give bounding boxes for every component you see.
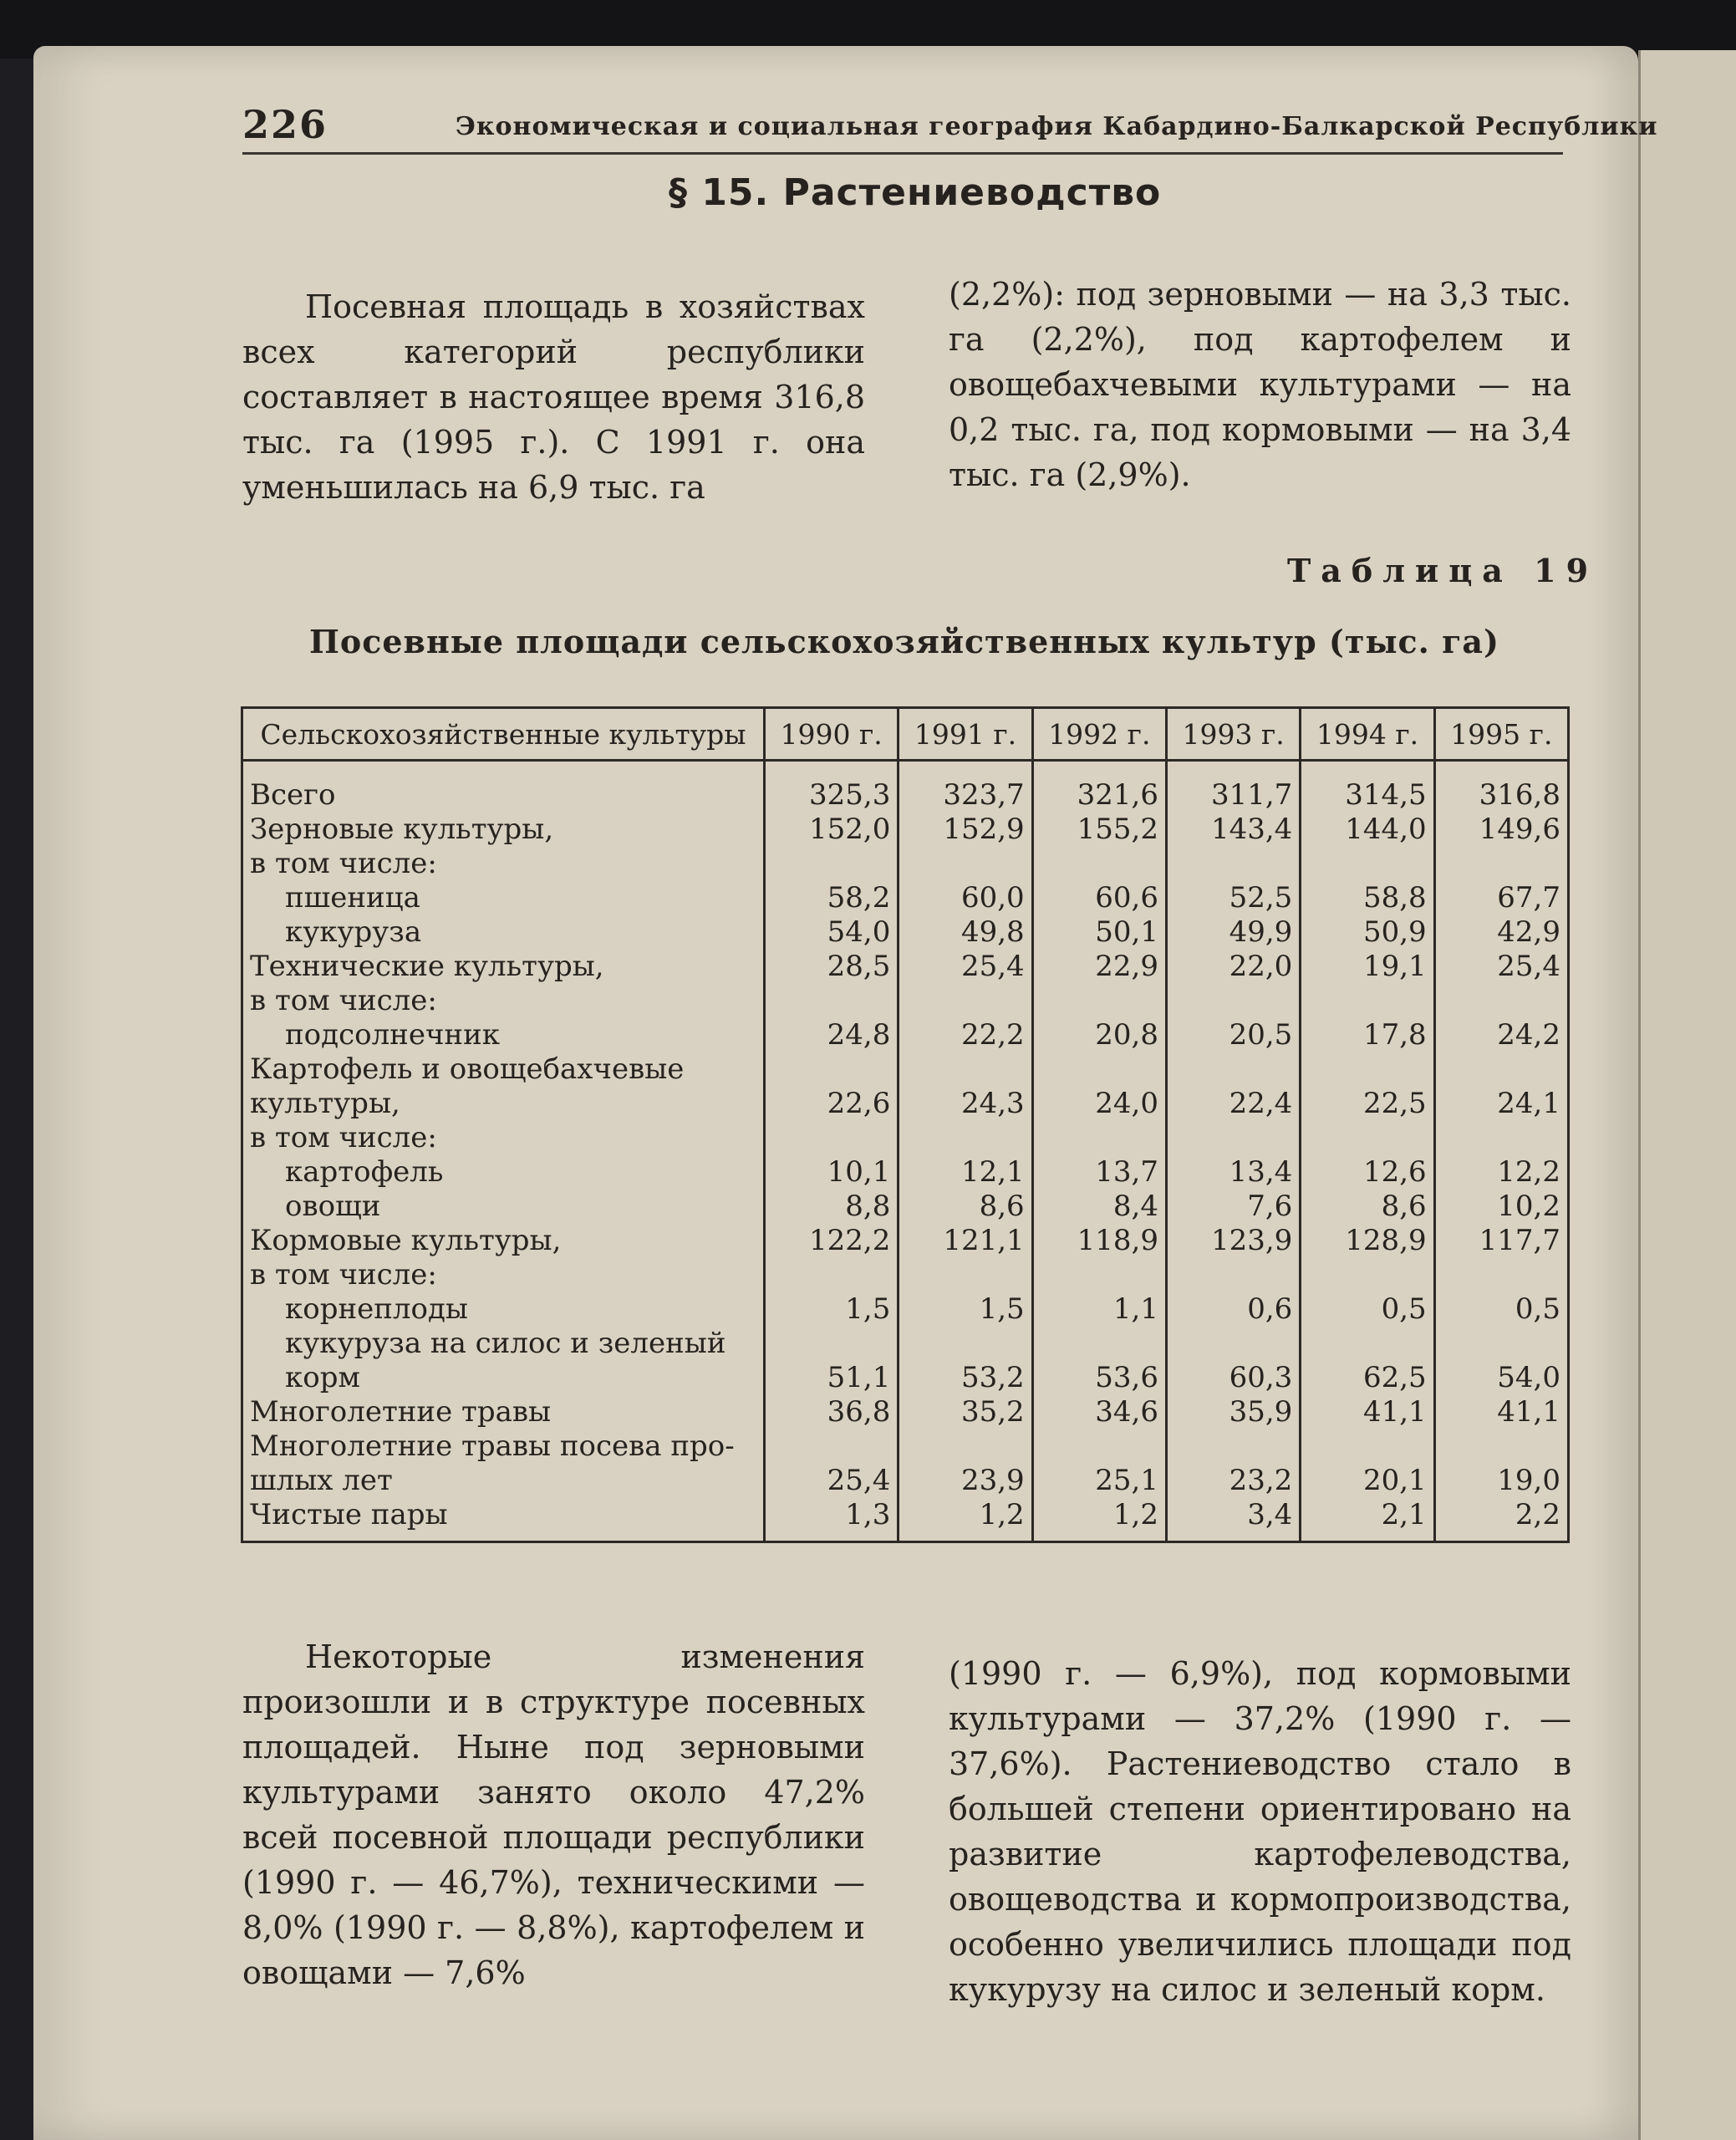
cell-value: 60,3 — [1166, 1361, 1300, 1395]
cell-value — [765, 984, 899, 1018]
table-row — [242, 915, 1569, 950]
cell-value: 54,0 — [765, 915, 899, 950]
table-row — [242, 1258, 1569, 1292]
cell-value: 149,6 — [1434, 813, 1568, 847]
cell-value — [1166, 1429, 1300, 1464]
cell-value: 24,2 — [1434, 1018, 1568, 1052]
cell-value: 53,6 — [1032, 1361, 1166, 1395]
table-number-label: Таблица 19 — [1287, 552, 1599, 589]
cell-value — [1032, 1429, 1166, 1464]
intro-left-column — [242, 284, 865, 510]
cell-value — [1434, 1052, 1568, 1087]
table-row — [242, 984, 1569, 1018]
row-label: Картофель и овощебахчевые — [242, 1052, 765, 1087]
running-title: Экономическая и социальная география Кабардино-Балкарской Республики — [456, 112, 1658, 141]
cell-value: 41,1 — [1434, 1395, 1568, 1429]
table-row — [242, 1155, 1569, 1190]
row-label: кукуруза — [242, 915, 765, 950]
page-number: 226 — [242, 102, 328, 147]
cell-value — [765, 1052, 899, 1087]
table-row — [242, 761, 1569, 813]
cell-value: 20,8 — [1032, 1018, 1166, 1052]
cell-value — [1032, 1052, 1166, 1087]
cell-value: 42,9 — [1434, 915, 1568, 950]
cell-value — [1301, 1327, 1434, 1361]
row-label: пшеница — [242, 881, 765, 915]
cell-value: 36,8 — [765, 1395, 899, 1429]
cell-value: 25,1 — [1032, 1464, 1166, 1498]
cell-value: 2,2 — [1434, 1498, 1568, 1542]
cell-value — [1301, 1052, 1434, 1087]
cell-value: 22,6 — [765, 1087, 899, 1121]
cell-value: 8,6 — [899, 1190, 1032, 1224]
cell-value — [1434, 1258, 1568, 1292]
cell-value — [899, 1429, 1032, 1464]
cell-value: 17,8 — [1301, 1018, 1434, 1052]
cell-value — [899, 1052, 1032, 1087]
row-label: кукуруза на силос и зеленый — [242, 1327, 765, 1361]
cell-value — [765, 1429, 899, 1464]
cell-value: 13,4 — [1166, 1155, 1300, 1190]
cell-value: 50,1 — [1032, 915, 1166, 950]
cell-value — [1301, 1121, 1434, 1155]
cell-value: 323,7 — [899, 761, 1032, 813]
cell-value — [899, 1258, 1032, 1292]
cell-value: 22,2 — [899, 1018, 1032, 1052]
cell-value — [899, 1327, 1032, 1361]
cell-value — [899, 984, 1032, 1018]
page-header — [242, 102, 1658, 155]
row-label: Кормовые культуры, — [242, 1224, 765, 1258]
cell-value: 314,5 — [1301, 761, 1434, 813]
table-row — [242, 1429, 1569, 1464]
cell-value — [1301, 1429, 1434, 1464]
table-row — [242, 1292, 1569, 1327]
cell-value: 62,5 — [1301, 1361, 1434, 1395]
row-label: корм — [242, 1361, 765, 1395]
column-header-1991: 1991 г. — [899, 708, 1032, 761]
cell-value: 24,0 — [1032, 1087, 1166, 1121]
row-label: корнеплоды — [242, 1292, 765, 1327]
cell-value: 8,8 — [765, 1190, 899, 1224]
row-label: подсолнечник — [242, 1018, 765, 1052]
closing-left-paragraph: Некоторые изменения произошли и в структуре посевных площадей. Ныне под зерновыми культурами занято около 47,2% всей посевной площади республики (1990 г. — 46,7%), техническими — 8,0% (1990 г. — 8,8%), картофелем и овощами — 7,6% — [242, 1638, 865, 1991]
table-row — [242, 1464, 1569, 1498]
intro-right-column — [949, 272, 1571, 497]
cell-value: 10,2 — [1434, 1190, 1568, 1224]
cell-value: 19,1 — [1301, 950, 1434, 984]
cell-value: 35,2 — [899, 1395, 1032, 1429]
cell-value: 0,6 — [1166, 1292, 1300, 1327]
cell-value: 316,8 — [1434, 761, 1568, 813]
cell-value — [1434, 1429, 1568, 1464]
column-header-1990: 1990 г. — [765, 708, 899, 761]
cell-value: 60,6 — [1032, 881, 1166, 915]
cell-value — [1434, 984, 1568, 1018]
table-row — [242, 1121, 1569, 1155]
cell-value: 1,2 — [1032, 1498, 1166, 1542]
row-label: в том числе: — [242, 1121, 765, 1155]
cell-value — [765, 847, 899, 881]
column-header-1992: 1992 г. — [1032, 708, 1166, 761]
cell-value: 34,6 — [1032, 1395, 1166, 1429]
cell-value: 118,9 — [1032, 1224, 1166, 1258]
adjacent-page-edge — [1638, 50, 1736, 2140]
cell-value: 12,6 — [1301, 1155, 1434, 1190]
row-label: в том числе: — [242, 847, 765, 881]
cell-value: 23,2 — [1166, 1464, 1300, 1498]
cell-value: 12,2 — [1434, 1155, 1568, 1190]
cell-value — [1434, 1121, 1568, 1155]
table-title: Посевные площади сельскохозяйственных культур (тыс. га) — [309, 623, 1500, 660]
table-row — [242, 847, 1569, 881]
cell-value — [765, 1327, 899, 1361]
cell-value: 143,4 — [1166, 813, 1300, 847]
cell-value: 1,2 — [899, 1498, 1032, 1542]
closing-left-column — [242, 1634, 865, 1995]
cell-value: 311,7 — [1166, 761, 1300, 813]
cell-value: 117,7 — [1434, 1224, 1568, 1258]
cell-value — [899, 847, 1032, 881]
cell-value: 51,1 — [765, 1361, 899, 1395]
table-row — [242, 881, 1569, 915]
cell-value: 8,6 — [1301, 1190, 1434, 1224]
cell-value: 128,9 — [1301, 1224, 1434, 1258]
column-header-1994: 1994 г. — [1301, 708, 1434, 761]
cell-value: 155,2 — [1032, 813, 1166, 847]
cell-value — [1166, 984, 1300, 1018]
cell-value: 49,8 — [899, 915, 1032, 950]
cell-value: 67,7 — [1434, 881, 1568, 915]
cell-value: 41,1 — [1301, 1395, 1434, 1429]
cell-value — [1301, 1258, 1434, 1292]
row-label: Технические культуры, — [242, 950, 765, 984]
cell-value: 0,5 — [1301, 1292, 1434, 1327]
table-row — [242, 1018, 1569, 1052]
cell-value — [1032, 1327, 1166, 1361]
cell-value — [1032, 984, 1166, 1018]
cell-value: 24,3 — [899, 1087, 1032, 1121]
cell-value: 49,9 — [1166, 915, 1300, 950]
row-label: Зерновые культуры, — [242, 813, 765, 847]
table-row — [242, 813, 1569, 847]
cell-value — [1301, 984, 1434, 1018]
cell-value: 19,0 — [1434, 1464, 1568, 1498]
cell-value: 1,5 — [765, 1292, 899, 1327]
cell-value: 25,4 — [899, 950, 1032, 984]
cell-value — [1434, 847, 1568, 881]
row-label: культуры, — [242, 1087, 765, 1121]
cell-value — [1301, 847, 1434, 881]
cell-value — [1166, 1327, 1300, 1361]
row-label: в том числе: — [242, 984, 765, 1018]
row-label: в том числе: — [242, 1258, 765, 1292]
cell-value: 54,0 — [1434, 1361, 1568, 1395]
intro-right-paragraph: (2,2%): под зерновыми — на 3,3 тыс. га (2,2%), под картофелем и овощебахчевыми культурами — на 0,2 тыс. га, под кормовыми — на 3,4 тыс. га (2,9%). — [949, 276, 1571, 493]
cell-value — [1434, 1327, 1568, 1361]
table-row — [242, 950, 1569, 984]
table-row — [242, 1395, 1569, 1429]
cell-value: 58,8 — [1301, 881, 1434, 915]
table-row — [242, 1498, 1569, 1542]
cell-value: 22,9 — [1032, 950, 1166, 984]
cell-value: 321,6 — [1032, 761, 1166, 813]
cell-value: 3,4 — [1166, 1498, 1300, 1542]
column-header-1995: 1995 г. — [1434, 708, 1568, 761]
cell-value — [899, 1121, 1032, 1155]
cell-value: 25,4 — [1434, 950, 1568, 984]
closing-right-paragraph: (1990 г. — 6,9%), под кормовыми культурами — 37,2% (1990 г. — 37,6%). Растениеводство стало в большей степени ориентировано на развитие картофелеводства, овощеводства и кормопроизводства, особенно увеличились площади под кукурузу на силос и зеленый корм. — [949, 1655, 1571, 2008]
cell-value: 8,4 — [1032, 1190, 1166, 1224]
cell-value — [1166, 1121, 1300, 1155]
cell-value: 22,4 — [1166, 1087, 1300, 1121]
cell-value: 50,9 — [1301, 915, 1434, 950]
row-label: шлых лет — [242, 1464, 765, 1498]
cell-value: 22,5 — [1301, 1087, 1434, 1121]
cell-value: 1,5 — [899, 1292, 1032, 1327]
cell-value: 7,6 — [1166, 1190, 1300, 1224]
cell-value: 152,0 — [765, 813, 899, 847]
cell-value: 24,1 — [1434, 1087, 1568, 1121]
row-label: Многолетние травы посева про- — [242, 1429, 765, 1464]
cell-value: 22,0 — [1166, 950, 1300, 984]
cell-value: 1,3 — [765, 1498, 899, 1542]
cell-value: 58,2 — [765, 881, 899, 915]
cell-value: 52,5 — [1166, 881, 1300, 915]
table-row — [242, 1361, 1569, 1395]
section-title: § 15. Растениеводство — [669, 171, 1162, 214]
cell-value: 25,4 — [765, 1464, 899, 1498]
table-header-row — [242, 708, 1569, 761]
cell-value — [1166, 1258, 1300, 1292]
row-label: овощи — [242, 1190, 765, 1224]
cell-value: 35,9 — [1166, 1395, 1300, 1429]
cell-value — [765, 1121, 899, 1155]
cell-value: 325,3 — [765, 761, 899, 813]
cell-value — [1032, 847, 1166, 881]
column-header-crops: Сельскохозяйственные культуры — [242, 708, 765, 761]
cell-value — [1032, 1121, 1166, 1155]
row-label: Многолетние травы — [242, 1395, 765, 1429]
row-label: Всего — [242, 761, 765, 813]
cell-value: 60,0 — [899, 881, 1032, 915]
cell-value: 10,1 — [765, 1155, 899, 1190]
cell-value — [1166, 847, 1300, 881]
column-header-1993: 1993 г. — [1166, 708, 1300, 761]
cell-value: 23,9 — [899, 1464, 1032, 1498]
cell-value: 20,5 — [1166, 1018, 1300, 1052]
table-row — [242, 1224, 1569, 1258]
table-row — [242, 1052, 1569, 1087]
cell-value — [1032, 1258, 1166, 1292]
cell-value: 152,9 — [899, 813, 1032, 847]
cell-value: 24,8 — [765, 1018, 899, 1052]
cell-value: 0,5 — [1434, 1292, 1568, 1327]
intro-left-paragraph: Посевная площадь в хозяйствах всех категорий республики составляет в настоящее время 316,8 тыс. га (1995 г.). С 1991 г. она уменьшилась на 6,9 тыс. га — [242, 288, 865, 506]
row-label: Чистые пары — [242, 1498, 765, 1542]
cell-value: 53,2 — [899, 1361, 1032, 1395]
table-row — [242, 1087, 1569, 1121]
cell-value: 2,1 — [1301, 1498, 1434, 1542]
cell-value — [1166, 1052, 1300, 1087]
table-row — [242, 1190, 1569, 1224]
cell-value: 144,0 — [1301, 813, 1434, 847]
row-label: картофель — [242, 1155, 765, 1190]
cell-value: 122,2 — [765, 1224, 899, 1258]
cell-value: 12,1 — [899, 1155, 1032, 1190]
table-row — [242, 1327, 1569, 1361]
cell-value: 123,9 — [1166, 1224, 1300, 1258]
cell-value: 28,5 — [765, 950, 899, 984]
crop-area-table — [241, 706, 1570, 1543]
cell-value: 121,1 — [899, 1224, 1032, 1258]
table-body — [242, 761, 1569, 1542]
closing-right-column — [949, 1651, 1571, 2012]
cell-value: 20,1 — [1301, 1464, 1434, 1498]
cell-value — [765, 1258, 899, 1292]
cell-value: 1,1 — [1032, 1292, 1166, 1327]
cell-value: 13,7 — [1032, 1155, 1166, 1190]
